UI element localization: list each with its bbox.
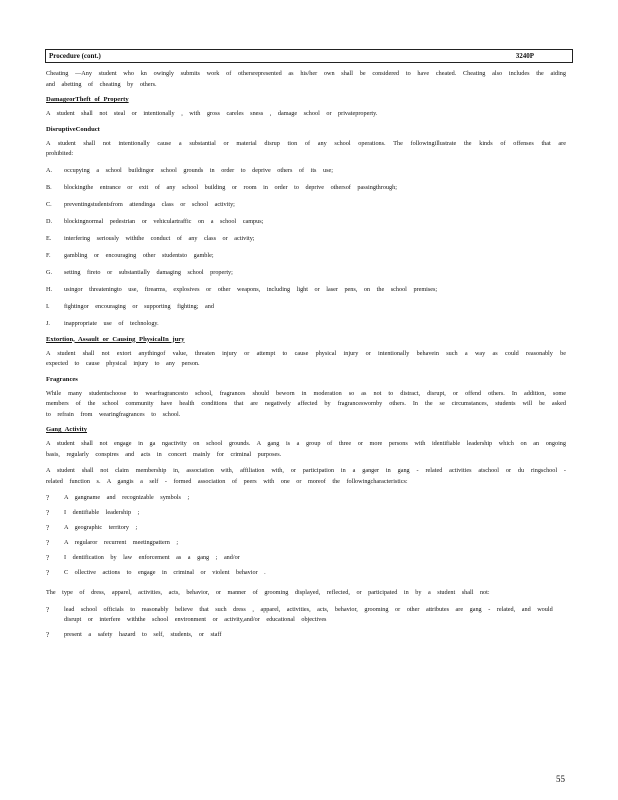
cheating-paragraph: Cheating —Any student who kn owingly submits work of othersrepresented as his/her own shall be considered to have cheated. Cheating also includes the aiding and abetting of cheating by others.	[46, 70, 566, 88]
list-text: blockingthe entrance or exit of any school building or room in order to deprive othersof passingthrough;	[64, 183, 397, 191]
gang-paragraph-1: A student shall not engage in ga ngactivity on school grounds. A gang is a group of three or more persons with identifiable leadership which on an ongoing basis, regularly conspires and acts in concert mainly for criminal purposes.	[46, 440, 566, 458]
fragrances-paragraph: While many studentschoose to wearfragrancesto school, fragrances should beworn in moderation so as not to distract, disrupt, or offend others. In addition, some members of the school community have health conditions that are negatively affected by fragranceswornby others. In the se circumstances, students will be asked to refrain from wearingfragrances to school.	[46, 389, 566, 418]
list-text: fightingor encouraging or supporting fighting; and	[64, 302, 214, 310]
list-item	[46, 285, 566, 296]
damage-heading: DamageorTheft of Property	[46, 96, 129, 103]
list-marker: F.	[46, 251, 51, 259]
bullet-text: A regularor recurrent meetingpattern ;	[64, 539, 179, 546]
document-body	[46, 69, 566, 645]
bullet-item	[46, 508, 566, 518]
list-marker: D.	[46, 217, 53, 225]
bullet-item	[46, 553, 566, 563]
list-item	[46, 183, 566, 194]
bullet-text: A geographic territory ;	[64, 524, 138, 531]
bullet-marker: ?	[46, 554, 50, 562]
gang-characteristics-list	[46, 493, 566, 578]
list-item	[46, 268, 566, 279]
list-text: gambling or encouraging other studentsto gamble;	[64, 251, 214, 259]
extortion-heading: Extortion, Assault or Causing PhysicalIn jury	[46, 335, 185, 343]
gang-paragraph-2: A student shall not claim membership in, association with, affiliation with, or participation in a ganger in gang - related activities atschool or du ringschool - related function s. A gangis a self - formed association of peers with one or moreof the followingcharacteristics:	[46, 467, 566, 485]
list-marker: C.	[46, 200, 52, 208]
list-text: preventingstudentsfrom attendinga class or school activity;	[64, 200, 235, 208]
bullet-item	[46, 568, 566, 578]
disruptive-list	[46, 166, 566, 330]
damage-paragraph: A student shall not steal or intentionally , with gross careles sness , damage school or privateproperty.	[46, 110, 378, 117]
bullet-text: I dentification by law enforcement as a gang ; and/or	[64, 554, 240, 561]
list-text: usingor threateningto use, firearms, explosives or other weapons, including light or laser pens, on the school premises;	[64, 285, 438, 293]
list-marker: E.	[46, 234, 52, 242]
list-marker: G.	[46, 268, 53, 276]
list-item	[46, 217, 566, 228]
list-text: inappropriate use of technology.	[64, 319, 159, 327]
bullet-item	[46, 523, 566, 533]
list-item	[46, 302, 566, 313]
bullet-item	[46, 605, 566, 625]
bullet-item	[46, 538, 566, 548]
list-text: interfering seriously withthe conduct of any class or activity;	[64, 234, 255, 242]
disruptive-heading: DisruptiveConduct	[46, 125, 100, 133]
page-number: 55	[556, 774, 565, 784]
list-text: occupying a school buildingor school grounds in order to deprive others of its use;	[64, 166, 333, 174]
bullet-marker: ?	[46, 630, 50, 639]
list-marker: I.	[46, 302, 50, 310]
header-title: Procedure (cont.)	[49, 52, 101, 60]
bullet-marker: ?	[46, 605, 50, 614]
bullet-marker: ?	[46, 494, 50, 502]
bullet-text: lead school officials to reasonably believe that such dress , apparel, activities, acts, behavior, grooming or other attributes are gang - related, and would disrupt or interfere withthe school environment or activity,and/or educational objectives	[64, 605, 553, 623]
bullet-marker: ?	[46, 539, 50, 547]
bullet-text: present a safety hazard to self, students, or staff	[64, 630, 222, 638]
gang-heading: Gang Activity	[46, 426, 88, 433]
list-marker: A.	[46, 166, 53, 174]
bullet-text: A gangname and recognizable symbols ;	[64, 494, 190, 501]
list-marker: H.	[46, 285, 53, 293]
list-marker: J.	[46, 319, 50, 327]
procedure-header	[45, 49, 573, 63]
bullet-marker: ?	[46, 509, 50, 517]
list-text: blockingnormal pedestrian or vehiculartraffic on a school campus;	[64, 217, 264, 225]
bullet-item	[46, 493, 566, 503]
disruptive-paragraph: A student shall not intentionally cause a substantial or material disrup tion of any school operations. The followingillustrate the kinds of offenses that are prohibited:	[46, 139, 566, 157]
list-item	[46, 251, 566, 262]
list-item	[46, 200, 566, 211]
list-item	[46, 166, 566, 177]
bullet-text: I dentifiable leadership ;	[64, 509, 140, 516]
list-text: setting fireto or substantially damaging school property;	[64, 268, 233, 276]
list-item	[46, 319, 566, 330]
list-item	[46, 234, 566, 245]
bullet-marker: ?	[46, 569, 50, 577]
dress-paragraph: The type of dress, apparel, activities, acts, behavior, or manner of grooming displayed, reflected, or participated in by a student shall not:	[46, 589, 490, 596]
extortion-paragraph: A student shall not extort anythingof value, threaten injury or attempt to cause physical injury or intentionally behavein such a way as could reasonably be expected to cause physical injury to any person.	[46, 349, 566, 367]
list-marker: B.	[46, 183, 52, 191]
bullet-marker: ?	[46, 524, 50, 532]
bullet-text: C ollective actions to engage in criminal or violent behavior .	[64, 569, 266, 576]
fragrances-heading: Fragrances	[46, 375, 78, 383]
header-code: 3240P	[515, 52, 534, 60]
dress-list	[46, 605, 566, 640]
bullet-item	[46, 630, 566, 640]
